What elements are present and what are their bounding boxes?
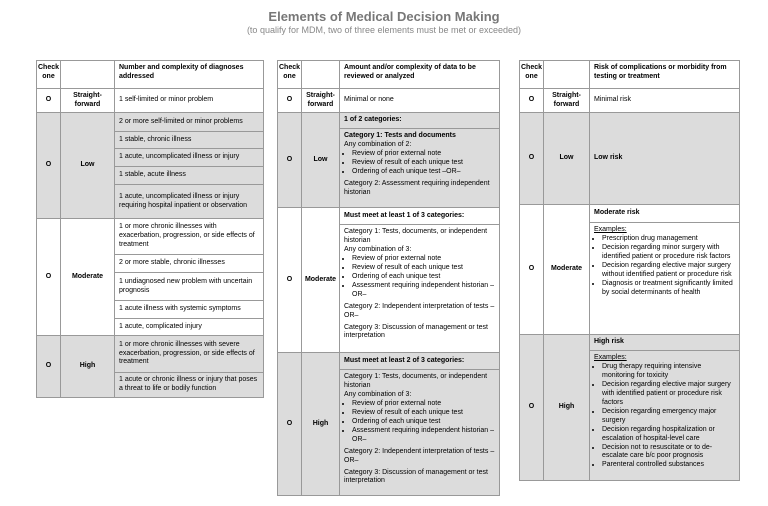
- risk-low: Low risk: [590, 113, 740, 205]
- list-item: • Decision regarding elective major surgery with identified patient or procedure risk factors: [602, 381, 735, 408]
- check-straightforward[interactable]: O: [520, 89, 544, 113]
- list-item: • Review of prior external note: [352, 400, 495, 409]
- list-item: • Prescription drug management: [602, 235, 735, 244]
- data-low-body: [340, 129, 500, 208]
- category-1-intro: Any combination of 2:: [344, 140, 412, 148]
- diagnosis-item: 1 acute, uncomplicated illness or injury: [115, 149, 264, 167]
- risk-straightforward: Minimal risk: [590, 89, 740, 113]
- level-straightforward: Straight-forward: [61, 89, 115, 113]
- check-moderate[interactable]: O: [37, 219, 61, 336]
- diagnosis-item: 1 undiagnosed new problem with uncertain prognosis: [115, 273, 264, 301]
- category-2: Category 2: Independent interpretation of tests –OR–: [344, 302, 495, 319]
- list-item: • Parenteral controlled substances: [602, 461, 735, 470]
- page-title: Elements of Medical Decision Making: [268, 9, 500, 24]
- list-item: • Ordering of each unique test –OR–: [352, 168, 495, 177]
- list-item: • Review of prior external note: [352, 255, 495, 264]
- level-header: [544, 61, 590, 89]
- data-moderate-heading: Must meet at least 1 of 3 categories:: [340, 208, 500, 225]
- data-panel: [277, 60, 500, 496]
- category-1-title: Category 1: Tests, documents, or independent historian: [344, 373, 488, 389]
- list-item: • Decision regarding minor surgery with identified patient or procedure risk factors: [602, 244, 735, 262]
- diagnoses-header: Number and complexity of diagnoses addressed: [115, 61, 264, 89]
- level-high: High: [61, 336, 115, 398]
- list-item: • Decision not to resuscitate or to de-escalate care b/c poor prognosis: [602, 444, 735, 462]
- check-high[interactable]: O: [520, 335, 544, 481]
- risk-header: Risk of complications or morbidity from testing or treatment: [590, 61, 740, 89]
- data-high-body: [340, 370, 500, 496]
- category-3: Category 3: Discussion of management or test interpretation: [344, 468, 488, 485]
- risk-high-body: [590, 351, 740, 481]
- diagnosis-item: 1 acute, complicated injury: [115, 319, 264, 336]
- list-item: • Assessment requiring independent historian –OR–: [352, 282, 495, 300]
- examples-label: Examples:: [594, 226, 627, 233]
- level-low: Low: [61, 113, 115, 219]
- list-item: • Review of prior external note: [352, 150, 495, 159]
- data-header: Amount and/or complexity of data to be reviewed or analyzed: [340, 61, 500, 89]
- diagnosis-item: 2 or more stable, chronic illnesses: [115, 255, 264, 273]
- risk-high-heading: High risk: [590, 335, 740, 351]
- risk-moderate-body: [590, 223, 740, 335]
- check-one-header: Check one: [37, 61, 61, 89]
- list-item: • Review of result of each unique test: [352, 409, 495, 418]
- category-1-title: Category 1: Tests and documents: [344, 132, 456, 139]
- data-high-heading: Must meet at least 2 of 3 categories:: [340, 353, 500, 370]
- level-low: Low: [544, 113, 590, 205]
- diagnosis-item: 2 or more self-limited or minor problems: [115, 113, 264, 132]
- level-header: [61, 61, 115, 89]
- page-subtitle: (to qualify for MDM, two of three elements must be met or exceeded): [246, 25, 522, 35]
- list-item: • Assessment requiring independent historian –OR–: [352, 427, 495, 445]
- diagnosis-item: 1 self-limited or minor problem: [115, 89, 264, 113]
- list-item: • Ordering of each unique test: [352, 273, 495, 282]
- diagnosis-item: 1 or more chronic illnesses with exacerbation, progression, or side effects of treatment: [115, 219, 264, 255]
- diagnosis-item: 1 acute, uncomplicated illness or injury requiring hospital inpatient or observation: [115, 185, 264, 219]
- check-high[interactable]: O: [278, 353, 302, 496]
- examples-label: Examples:: [594, 354, 627, 361]
- category-2: Category 2: Assessment requiring independent historian: [344, 179, 490, 196]
- check-high[interactable]: O: [37, 336, 61, 398]
- diagnoses-panel: [36, 60, 264, 398]
- check-low[interactable]: O: [278, 113, 302, 208]
- list-item: • Decision regarding emergency major surgery: [602, 408, 735, 426]
- level-high: High: [302, 353, 340, 496]
- data-moderate-body: [340, 225, 500, 353]
- risk-moderate-heading: Moderate risk: [590, 205, 740, 223]
- data-low-heading: 1 of 2 categories:: [340, 113, 500, 129]
- category-1-title: Category 1: Tests, documents, or independent historian: [344, 228, 488, 244]
- list-item: • Decision regarding elective major surgery without identified patient or procedure risk: [602, 262, 735, 280]
- check-straightforward[interactable]: O: [37, 89, 61, 113]
- level-low: Low: [302, 113, 340, 208]
- level-moderate: Moderate: [61, 219, 115, 336]
- list-item: • Review of result of each unique test: [352, 264, 495, 273]
- list-item: • Decision regarding hospitalization or escalation of hospital-level care: [602, 426, 735, 444]
- level-straightforward: Straight-forward: [544, 89, 590, 113]
- diagnosis-item: 1 acute illness with systemic symptoms: [115, 301, 264, 319]
- diagnosis-item: 1 stable, chronic illness: [115, 132, 264, 149]
- category-2: Category 2: Independent interpretation of tests –OR–: [344, 447, 495, 464]
- diagnosis-item: 1 stable, acute illness: [115, 167, 264, 185]
- category-1-intro: Any combination of 3:: [344, 390, 412, 398]
- list-item: • Review of result of each unique test: [352, 159, 495, 168]
- check-one-header: Check one: [520, 61, 544, 89]
- check-moderate[interactable]: O: [520, 205, 544, 335]
- level-header: [302, 61, 340, 89]
- diagnosis-item: 1 acute or chronic illness or injury that poses a threat to life or bodily function: [115, 373, 264, 398]
- category-3: Category 3: Discussion of management or test interpretation: [344, 323, 488, 340]
- check-low[interactable]: O: [37, 113, 61, 219]
- check-one-header: Check one: [278, 61, 302, 89]
- risk-panel: [519, 60, 740, 481]
- level-moderate: Moderate: [302, 208, 340, 353]
- category-1-intro: Any combination of 3:: [344, 245, 412, 253]
- level-straightforward: Straight-forward: [302, 89, 340, 113]
- check-moderate[interactable]: O: [278, 208, 302, 353]
- list-item: • Drug therapy requiring intensive monitoring for toxicity: [602, 363, 735, 381]
- level-moderate: Moderate: [544, 205, 590, 335]
- list-item: • Ordering of each unique test: [352, 418, 495, 427]
- diagnosis-item: 1 or more chronic illnesses with severe exacerbation, progression, or side effects of treatment: [115, 336, 264, 373]
- list-item: • Diagnosis or treatment significantly limited by social determinants of health: [602, 280, 735, 298]
- level-high: High: [544, 335, 590, 481]
- data-straightforward: Minimal or none: [340, 89, 500, 113]
- check-low[interactable]: O: [520, 113, 544, 205]
- check-straightforward[interactable]: O: [278, 89, 302, 113]
